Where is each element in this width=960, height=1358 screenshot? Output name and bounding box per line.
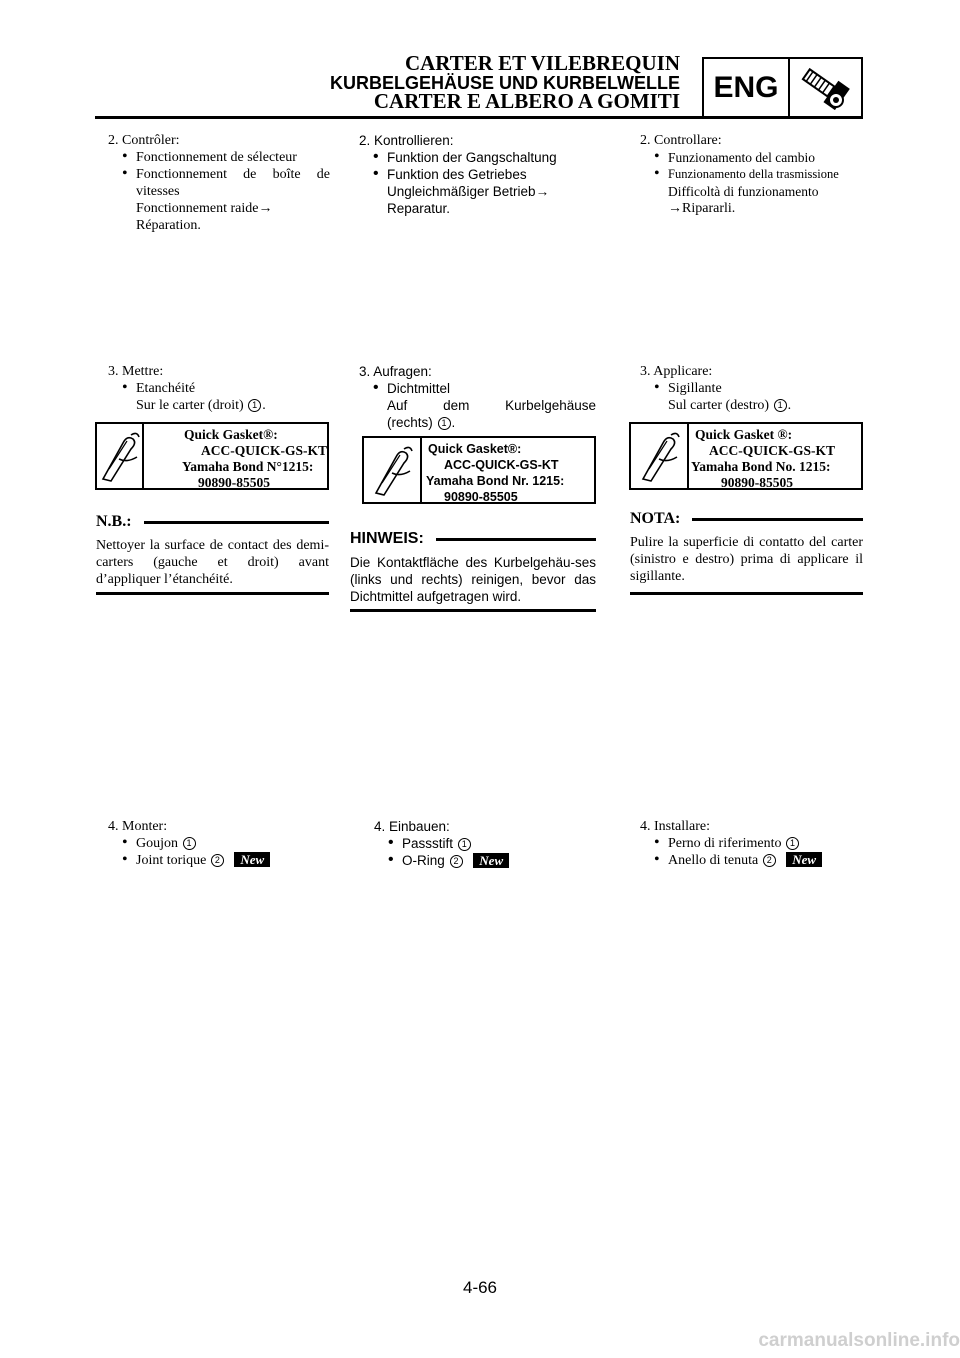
ref-number: 1 (248, 399, 261, 412)
ref-number: 1 (458, 838, 471, 851)
fr-step-3: 3. Mettre: • Etanchéité Sur le carter (droit) 1 . (108, 363, 330, 414)
de-step-2: 2. Kontrollieren: • Funktion der Gangschaltung • Funktion des Getriebes Ungleichmäßiger Betrieb→ Reparatur. (359, 132, 596, 217)
new-part-badge: New (786, 852, 822, 867)
it-step-3: 3. Applicare: • Sigillante Sul carter (destro) 1 . (640, 363, 865, 414)
engine-bolt-icon (790, 59, 861, 117)
sealant-tube-icon (631, 424, 689, 488)
it-note-end-rule (630, 592, 863, 595)
fr-note-text: Nettoyer la surface de contact des demi-carters (gauche et droit) avant d’appliquer l’étanchéité. (96, 538, 329, 587)
fr-note-end-rule (96, 592, 329, 595)
section-badge (702, 57, 863, 119)
de-step-4: 4. Einbauen: • Passstift 1 • O-Ring 2 New (374, 818, 596, 869)
de-step-3: 3. Aufragen: • Dichtmittel Auf dem Kurbelgehäuse (rechts) 1 . (359, 363, 596, 431)
fr-step-4: 4. Monter: • Goujon 1 • Joint torique 2 New (108, 818, 330, 869)
header-line-1: CARTER ET VILEBREQUIN (404, 51, 680, 75)
it-note-heading: NOTA: (630, 510, 863, 528)
page-number: 4-66 (462, 1278, 498, 1297)
header-line-2: KURBELGEHÄUSE UND KURBELWELLE (329, 73, 680, 93)
ref-number: 1 (438, 417, 451, 430)
fr-step-2: 2. Contrôler: • Fonctionnement de sélecteur • Fonctionnement de boîte de vitesses Fonctionnement raide→ Réparation. (108, 132, 330, 234)
watermark: carmanualsonline.info (758, 1330, 960, 1351)
sealant-tube-icon (97, 424, 144, 488)
it-note-text: Pulire la superficie di contatto del carter (sinistro e destro) prima di applicare il sigillante. (630, 535, 863, 584)
ref-number: 1 (774, 399, 787, 412)
de-sealant-spec-box: Quick Gasket®: ACC-QUICK-GS-KT Yamaha Bond Nr. 1215: 90890-85505 (362, 436, 596, 504)
ref-number: 2 (450, 855, 463, 868)
header-line-3: CARTER E ALBERO A GOMITI (373, 89, 680, 113)
new-part-badge: New (234, 852, 270, 867)
it-step-2: 2. Controllare: • Funzionamento del cambio • Funzionamento della trasmissione Difficoltà di funzionamento →Ripararli. (640, 132, 865, 217)
new-part-badge: New (473, 853, 509, 868)
fr-sealant-spec-box: Quick Gasket®: ACC-QUICK-GS-KT Yamaha Bond N°1215: 90890-85505 (95, 422, 329, 490)
de-note-text: Die Kontaktfläche des Kurbelgehäu-ses (links und rechts) reinigen, bevor das Dichtmittel aufgetragen wird. (350, 555, 596, 604)
ref-number: 2 (763, 854, 776, 867)
de-note-heading: HINWEIS: (350, 530, 596, 548)
it-step-4: 4. Installare: • Perno di riferimento 1 • Anello di tenuta 2 New (640, 818, 865, 869)
section-label: ENG (704, 59, 790, 117)
ref-number: 2 (211, 854, 224, 867)
ref-number: 1 (183, 837, 196, 850)
fr-note-heading: N.B.: (96, 513, 329, 531)
ref-number: 1 (786, 837, 799, 850)
sealant-tube-icon (364, 438, 422, 502)
de-note-end-rule (350, 609, 596, 612)
it-sealant-spec-box: Quick Gasket ®: ACC-QUICK-GS-KT Yamaha Bond No. 1215: 90890-85505 (629, 422, 863, 490)
